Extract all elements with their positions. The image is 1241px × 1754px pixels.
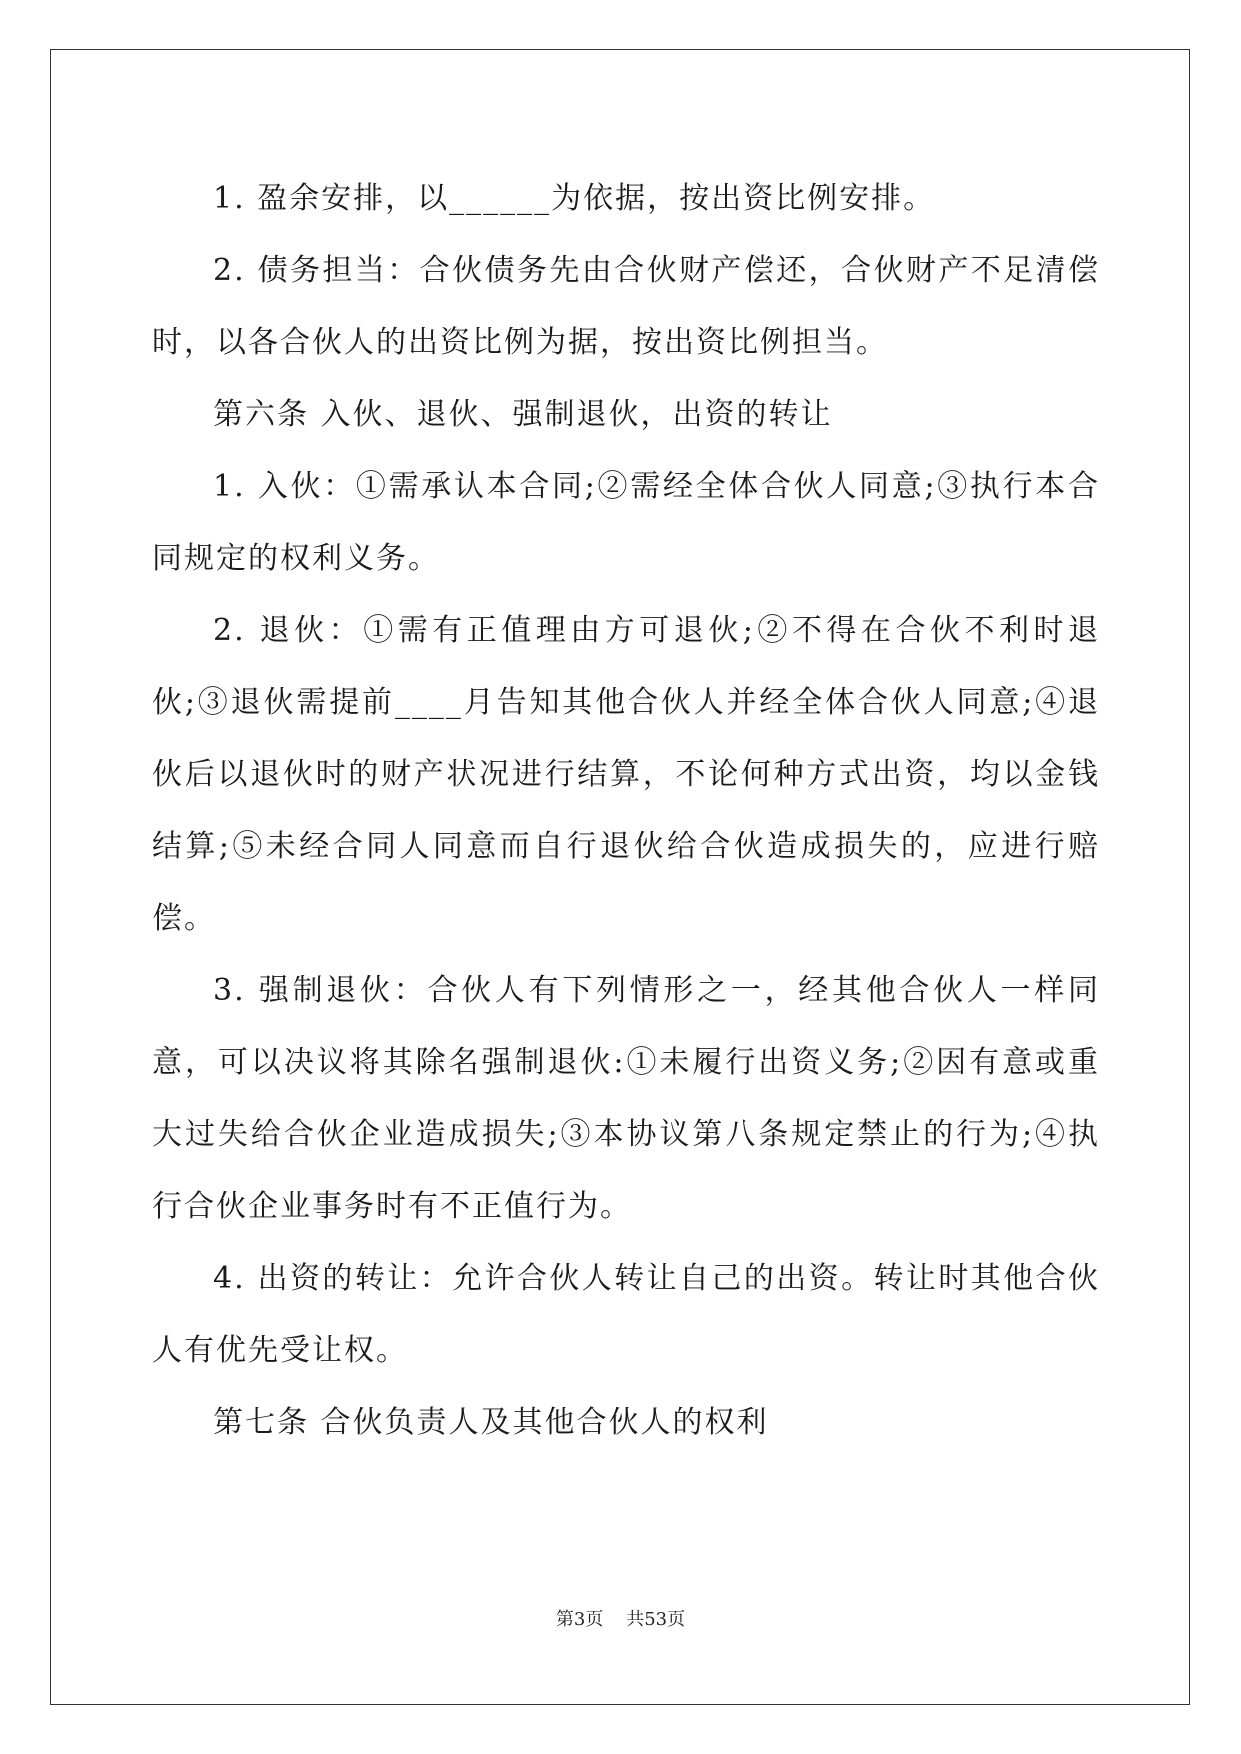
paragraph-forced-withdrawal: 3. 强制退伙：合伙人有下列情形之一，经其他合伙人一样同意，可以决议将其除名强制退伙:①未履行出资义务;②因有意或重大过失给合伙企业造成损失;③本协议第八条规定禁止的行为;④执行合伙企业事务时有不正值行为。: [152, 973, 1100, 1224]
document-body: [152, 163, 1100, 1459]
paragraph-withdrawal: 2. 退伙：①需有正值理由方可退伙;②不得在合伙不利时退伙;③退伙需提前____月告知其他合伙人并经全体合伙人同意;④退伙后以退伙时的财产状况进行结算，不论何种方式出资，均以金钱结算;⑤未经合同人同意而自行退伙给合伙造成损失的，应进行赔偿。: [152, 613, 1100, 936]
paragraph-capital-transfer: 4. 出资的转让：允许合伙人转让自己的出资。转让时其他合伙人有优先受让权。: [152, 1261, 1100, 1368]
paragraph-joining: 1. 入伙：①需承认本合同;②需经全体合伙人同意;③执行本合同规定的权利义务。: [152, 469, 1100, 576]
page-number: 第3页: [555, 1609, 604, 1630]
total-pages: 共53页: [626, 1609, 686, 1630]
page-footer: [0, 1605, 1241, 1631]
paragraph-debt-liability: 2. 债务担当：合伙债务先由合伙财产偿还，合伙财产不足清偿时，以各合伙人的出资比例为据，按出资比例担当。: [152, 253, 1100, 360]
section-heading-article-7: 第七条 合伙负责人及其他合伙人的权利: [213, 1405, 769, 1440]
section-heading-article-6: 第六条 入伙、退伙、强制退伙，出资的转让: [213, 397, 833, 432]
paragraph-profit-distribution: 1. 盈余安排，以______为依据，按出资比例安排。: [213, 181, 936, 216]
